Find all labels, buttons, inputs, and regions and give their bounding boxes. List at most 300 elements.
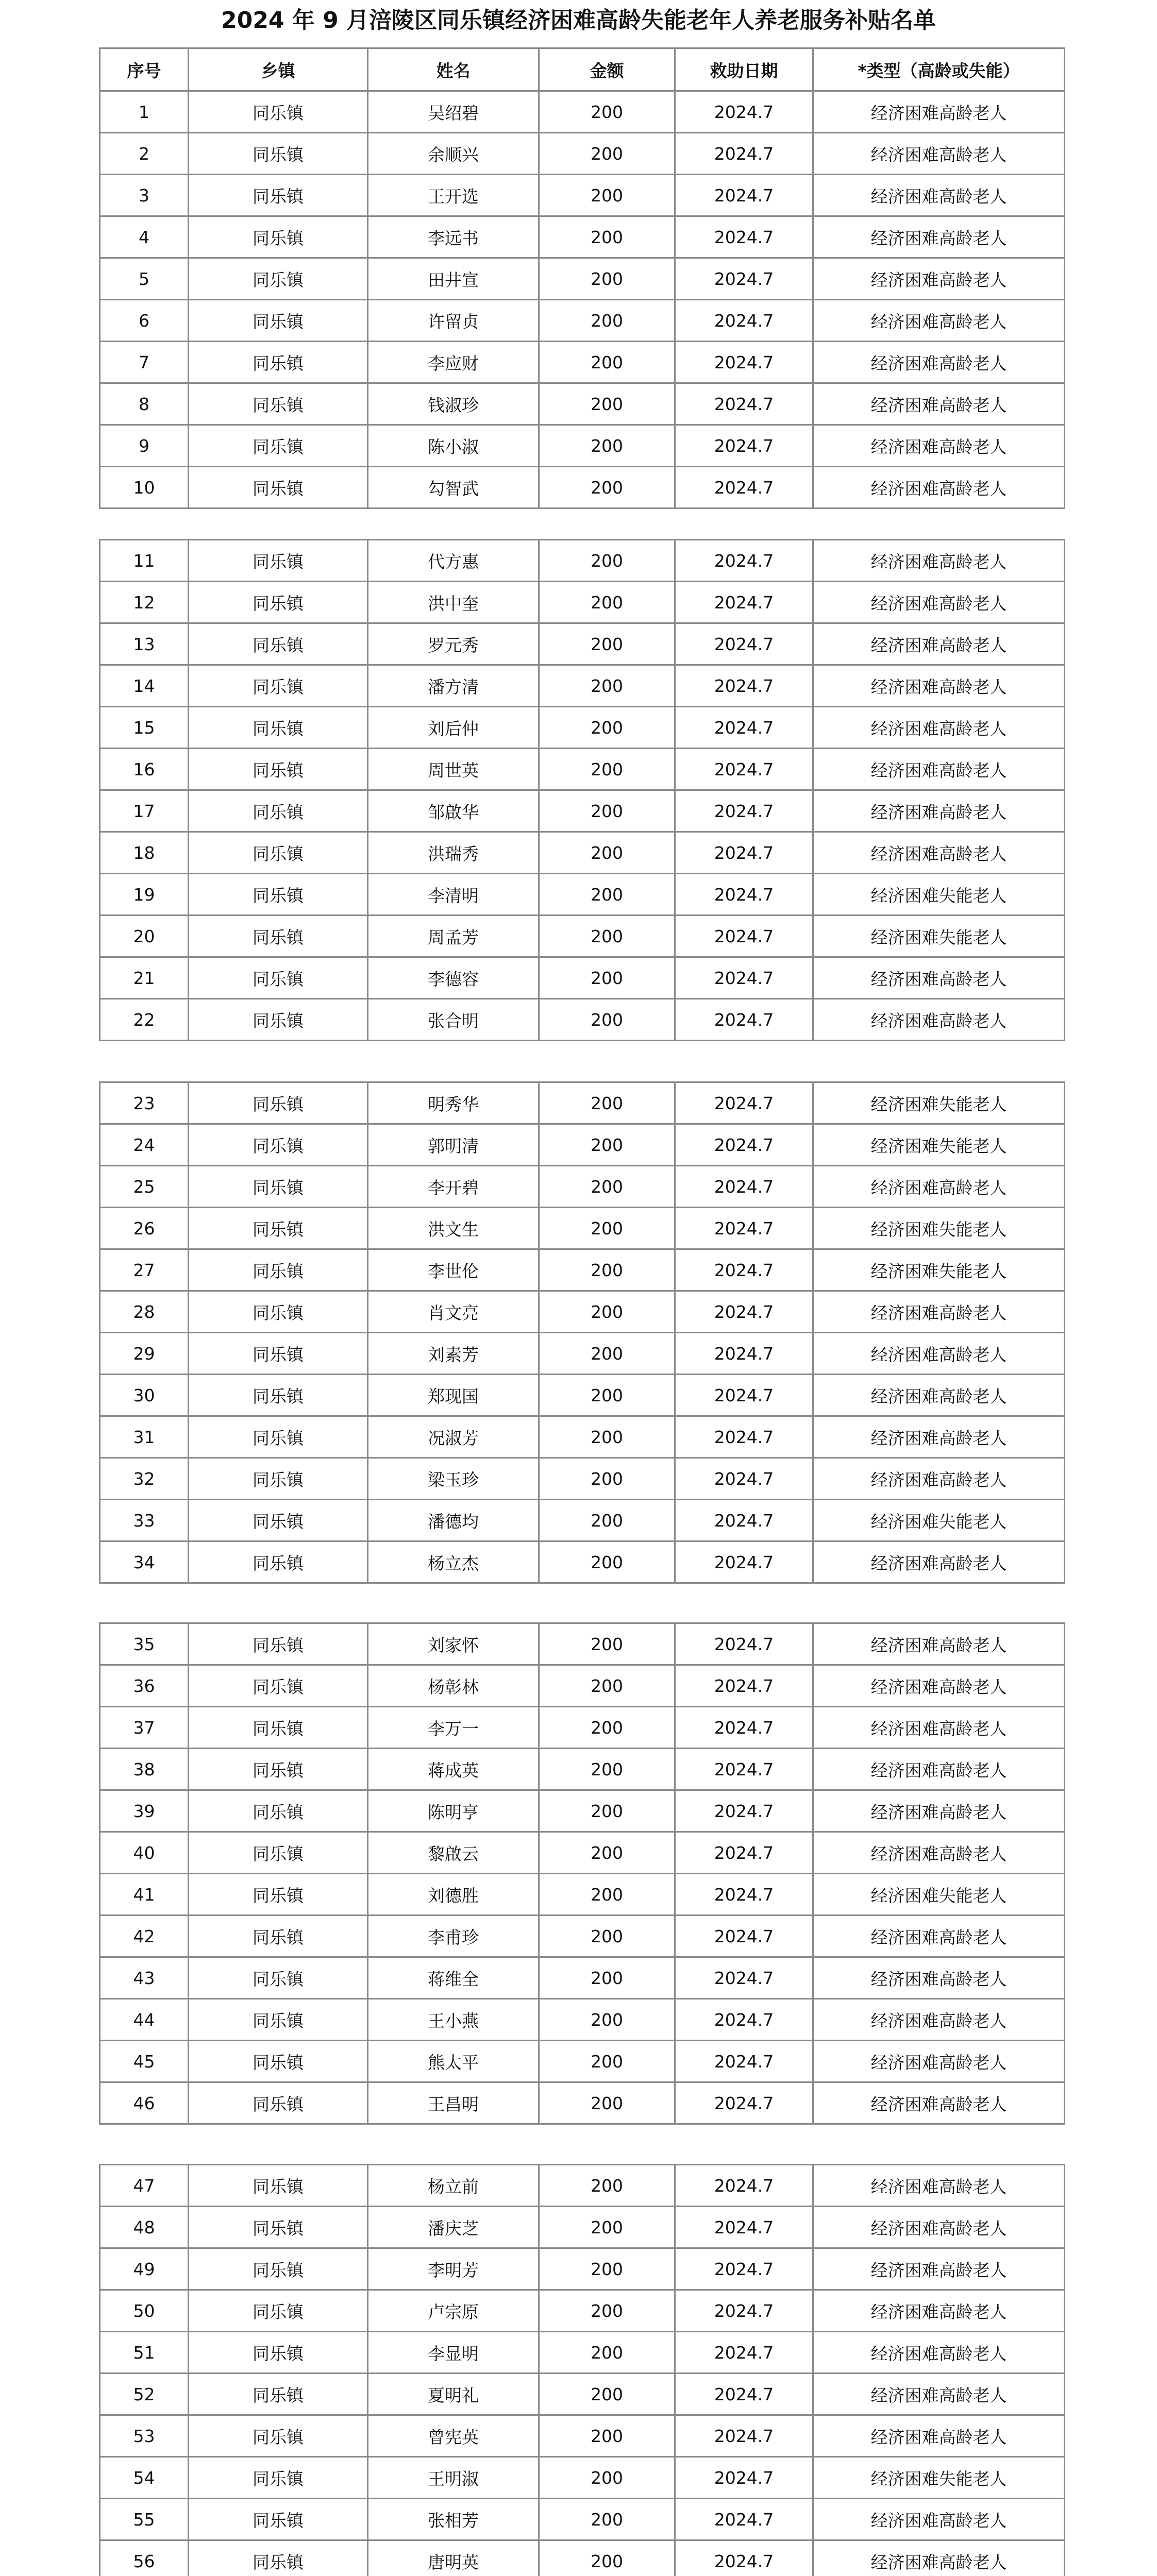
cell-amount: 200 xyxy=(539,1957,675,1999)
cell-index: 44 xyxy=(100,1999,189,2041)
table-row xyxy=(100,1291,1065,1333)
cell-type: 经济困难高龄老人 xyxy=(813,582,1065,623)
cell-amount: 200 xyxy=(539,1082,675,1124)
cell-name: 田井宣 xyxy=(368,258,539,300)
cell-name: 张合明 xyxy=(368,999,539,1041)
table-row xyxy=(100,957,1065,999)
cell-name: 洪文生 xyxy=(368,1208,539,1249)
cell-type: 经济困难高龄老人 xyxy=(813,790,1065,832)
cell-index: 16 xyxy=(100,749,189,790)
cell-name: 卢宗原 xyxy=(368,2290,539,2332)
table-row xyxy=(100,2248,1065,2290)
table-row xyxy=(100,665,1065,707)
cell-date: 2024.7 xyxy=(675,2165,813,2207)
table-row xyxy=(100,582,1065,623)
cell-date: 2024.7 xyxy=(675,2540,813,2576)
table-row xyxy=(100,1541,1065,1583)
table-row xyxy=(100,1707,1065,1749)
cell-name: 杨立前 xyxy=(368,2165,539,2207)
cell-amount: 200 xyxy=(539,2374,675,2415)
cell-type: 经济困难高龄老人 xyxy=(813,707,1065,749)
cell-index: 46 xyxy=(100,2082,189,2124)
table-row xyxy=(100,707,1065,749)
cell-name: 黎啟云 xyxy=(368,1832,539,1874)
cell-name: 蒋成英 xyxy=(368,1749,539,1790)
cell-amount: 200 xyxy=(539,957,675,999)
cell-name: 李德容 xyxy=(368,957,539,999)
table-row xyxy=(100,425,1065,467)
cell-amount: 200 xyxy=(539,2499,675,2540)
cell-township: 同乐镇 xyxy=(189,1249,368,1291)
cell-township: 同乐镇 xyxy=(189,1375,368,1416)
table-row xyxy=(100,1665,1065,1707)
cell-name: 蒋维全 xyxy=(368,1957,539,1999)
cell-type: 经济困难高龄老人 xyxy=(813,175,1065,216)
cell-name: 李明芳 xyxy=(368,2248,539,2290)
cell-date: 2024.7 xyxy=(675,2415,813,2457)
cell-index: 45 xyxy=(100,2041,189,2082)
cell-date: 2024.7 xyxy=(675,1623,813,1665)
cell-name: 肖文亮 xyxy=(368,1291,539,1333)
cell-amount: 200 xyxy=(539,790,675,832)
cell-index: 4 xyxy=(100,216,189,258)
cell-type: 经济困难高龄老人 xyxy=(813,623,1065,665)
cell-date: 2024.7 xyxy=(675,216,813,258)
cell-date: 2024.7 xyxy=(675,383,813,425)
cell-name: 邹啟华 xyxy=(368,790,539,832)
table-row xyxy=(100,300,1065,342)
cell-township: 同乐镇 xyxy=(189,623,368,665)
cell-amount: 200 xyxy=(539,175,675,216)
cell-amount: 200 xyxy=(539,1916,675,1957)
table-row xyxy=(100,2457,1065,2499)
cell-type: 经济困难高龄老人 xyxy=(813,2041,1065,2082)
table-row xyxy=(100,383,1065,425)
cell-name: 刘家怀 xyxy=(368,1623,539,1665)
table-row xyxy=(100,999,1065,1041)
cell-amount: 200 xyxy=(539,1874,675,1916)
cell-type: 经济困难高龄老人 xyxy=(813,1665,1065,1707)
cell-index: 51 xyxy=(100,2332,189,2374)
cell-index: 49 xyxy=(100,2248,189,2290)
cell-amount: 200 xyxy=(539,2457,675,2499)
cell-name: 吴绍碧 xyxy=(368,91,539,133)
cell-type: 经济困难高龄老人 xyxy=(813,2082,1065,2124)
cell-date: 2024.7 xyxy=(675,707,813,749)
cell-index: 11 xyxy=(100,540,189,582)
cell-index: 36 xyxy=(100,1665,189,1707)
table-row xyxy=(100,1957,1065,1999)
cell-name: 李远书 xyxy=(368,216,539,258)
cell-amount: 200 xyxy=(539,300,675,342)
cell-index: 40 xyxy=(100,1832,189,1874)
cell-amount: 200 xyxy=(539,1707,675,1749)
cell-date: 2024.7 xyxy=(675,2082,813,2124)
cell-amount: 200 xyxy=(539,1790,675,1832)
cell-date: 2024.7 xyxy=(675,1541,813,1583)
cell-index: 23 xyxy=(100,1082,189,1124)
cell-name: 张相芳 xyxy=(368,2499,539,2540)
cell-amount: 200 xyxy=(539,133,675,175)
cell-name: 刘德胜 xyxy=(368,1874,539,1916)
cell-name: 陈小淑 xyxy=(368,425,539,467)
cell-township: 同乐镇 xyxy=(189,2165,368,2207)
cell-index: 17 xyxy=(100,790,189,832)
cell-name: 周世英 xyxy=(368,749,539,790)
cell-amount: 200 xyxy=(539,999,675,1041)
cell-date: 2024.7 xyxy=(675,1707,813,1749)
cell-township: 同乐镇 xyxy=(189,1665,368,1707)
cell-date: 2024.7 xyxy=(675,1458,813,1500)
cell-amount: 200 xyxy=(539,1249,675,1291)
cell-township: 同乐镇 xyxy=(189,2457,368,2499)
cell-index: 37 xyxy=(100,1707,189,1749)
cell-township: 同乐镇 xyxy=(189,2207,368,2248)
cell-index: 20 xyxy=(100,916,189,957)
cell-township: 同乐镇 xyxy=(189,832,368,874)
cell-type: 经济困难高龄老人 xyxy=(813,2540,1065,2576)
cell-date: 2024.7 xyxy=(675,342,813,383)
cell-name: 李清明 xyxy=(368,874,539,916)
cell-index: 18 xyxy=(100,832,189,874)
cell-index: 8 xyxy=(100,383,189,425)
cell-township: 同乐镇 xyxy=(189,2540,368,2576)
cell-amount: 200 xyxy=(539,2540,675,2576)
cell-amount: 200 xyxy=(539,2041,675,2082)
cell-amount: 200 xyxy=(539,258,675,300)
cell-index: 30 xyxy=(100,1375,189,1416)
cell-township: 同乐镇 xyxy=(189,1208,368,1249)
cell-type: 经济困难高龄老人 xyxy=(813,258,1065,300)
table-row xyxy=(100,175,1065,216)
table-row xyxy=(100,1832,1065,1874)
table-row xyxy=(100,1375,1065,1416)
cell-index: 5 xyxy=(100,258,189,300)
cell-index: 34 xyxy=(100,1541,189,1583)
cell-name: 洪瑞秀 xyxy=(368,832,539,874)
cell-index: 35 xyxy=(100,1623,189,1665)
cell-amount: 200 xyxy=(539,623,675,665)
cell-date: 2024.7 xyxy=(675,665,813,707)
table-block xyxy=(99,1081,1065,1584)
cell-name: 夏明礼 xyxy=(368,2374,539,2415)
cell-index: 6 xyxy=(100,300,189,342)
page-title: 2024 年 9 月涪陵区同乐镇经济困难高龄失能老年人养老服务补贴名单 xyxy=(221,7,936,33)
cell-name: 李甫珍 xyxy=(368,1916,539,1957)
table-row xyxy=(100,133,1065,175)
cell-township: 同乐镇 xyxy=(189,1082,368,1124)
cell-name: 熊太平 xyxy=(368,2041,539,2082)
cell-amount: 200 xyxy=(539,916,675,957)
cell-name: 刘后仲 xyxy=(368,707,539,749)
table-row xyxy=(100,2082,1065,2124)
cell-amount: 200 xyxy=(539,582,675,623)
cell-date: 2024.7 xyxy=(675,2499,813,2540)
cell-index: 52 xyxy=(100,2374,189,2415)
cell-amount: 200 xyxy=(539,2207,675,2248)
table-row xyxy=(100,1916,1065,1957)
cell-amount: 200 xyxy=(539,1416,675,1458)
cell-township: 同乐镇 xyxy=(189,2082,368,2124)
cell-name: 唐明英 xyxy=(368,2540,539,2576)
cell-township: 同乐镇 xyxy=(189,1999,368,2041)
cell-type: 经济困难高龄老人 xyxy=(813,91,1065,133)
cell-type: 经济困难高龄老人 xyxy=(813,665,1065,707)
cell-index: 53 xyxy=(100,2415,189,2457)
cell-township: 同乐镇 xyxy=(189,1541,368,1583)
cell-type: 经济困难高龄老人 xyxy=(813,2248,1065,2290)
table-row xyxy=(100,832,1065,874)
table-row xyxy=(100,467,1065,509)
cell-date: 2024.7 xyxy=(675,1333,813,1375)
table-block xyxy=(99,2164,1065,2576)
cell-index: 3 xyxy=(100,175,189,216)
table-block xyxy=(99,1622,1065,2125)
cell-township: 同乐镇 xyxy=(189,425,368,467)
cell-date: 2024.7 xyxy=(675,999,813,1041)
cell-index: 21 xyxy=(100,957,189,999)
cell-date: 2024.7 xyxy=(675,91,813,133)
cell-township: 同乐镇 xyxy=(189,2415,368,2457)
cell-township: 同乐镇 xyxy=(189,1707,368,1749)
cell-name: 潘方清 xyxy=(368,665,539,707)
cell-amount: 200 xyxy=(539,874,675,916)
cell-date: 2024.7 xyxy=(675,133,813,175)
cell-date: 2024.7 xyxy=(675,1124,813,1166)
cell-type: 经济困难失能老人 xyxy=(813,874,1065,916)
table-row xyxy=(100,1416,1065,1458)
cell-name: 钱淑珍 xyxy=(368,383,539,425)
cell-date: 2024.7 xyxy=(675,1082,813,1124)
table-row xyxy=(100,749,1065,790)
cell-date: 2024.7 xyxy=(675,1999,813,2041)
cell-date: 2024.7 xyxy=(675,2374,813,2415)
cell-type: 经济困难高龄老人 xyxy=(813,2207,1065,2248)
cell-township: 同乐镇 xyxy=(189,916,368,957)
cell-amount: 200 xyxy=(539,2082,675,2124)
cell-type: 经济困难失能老人 xyxy=(813,916,1065,957)
cell-amount: 200 xyxy=(539,2332,675,2374)
table-row xyxy=(100,1999,1065,2041)
table-row xyxy=(100,1500,1065,1541)
cell-date: 2024.7 xyxy=(675,1416,813,1458)
cell-type: 经济困难高龄老人 xyxy=(813,300,1065,342)
header-type: *类型（高龄或失能） xyxy=(813,48,1065,91)
cell-type: 经济困难高龄老人 xyxy=(813,133,1065,175)
cell-date: 2024.7 xyxy=(675,790,813,832)
cell-date: 2024.7 xyxy=(675,832,813,874)
cell-township: 同乐镇 xyxy=(189,342,368,383)
cell-index: 7 xyxy=(100,342,189,383)
cell-amount: 200 xyxy=(539,425,675,467)
cell-date: 2024.7 xyxy=(675,749,813,790)
cell-index: 9 xyxy=(100,425,189,467)
table-row xyxy=(100,2165,1065,2207)
cell-index: 13 xyxy=(100,623,189,665)
table-row xyxy=(100,1124,1065,1166)
cell-date: 2024.7 xyxy=(675,1832,813,1874)
cell-amount: 200 xyxy=(539,1333,675,1375)
cell-type: 经济困难高龄老人 xyxy=(813,2332,1065,2374)
cell-index: 55 xyxy=(100,2499,189,2540)
cell-township: 同乐镇 xyxy=(189,1749,368,1790)
cell-name: 李世伦 xyxy=(368,1249,539,1291)
header-date: 救助日期 xyxy=(675,48,813,91)
cell-type: 经济困难高龄老人 xyxy=(813,467,1065,509)
cell-date: 2024.7 xyxy=(675,1790,813,1832)
cell-amount: 200 xyxy=(539,1500,675,1541)
cell-index: 38 xyxy=(100,1749,189,1790)
table-row xyxy=(100,2332,1065,2374)
cell-township: 同乐镇 xyxy=(189,383,368,425)
cell-township: 同乐镇 xyxy=(189,1623,368,1665)
cell-date: 2024.7 xyxy=(675,1375,813,1416)
cell-date: 2024.7 xyxy=(675,1166,813,1208)
cell-index: 50 xyxy=(100,2290,189,2332)
cell-name: 李显明 xyxy=(368,2332,539,2374)
cell-name: 李应财 xyxy=(368,342,539,383)
cell-date: 2024.7 xyxy=(675,1916,813,1957)
cell-index: 1 xyxy=(100,91,189,133)
cell-name: 曾宪英 xyxy=(368,2415,539,2457)
cell-name: 明秀华 xyxy=(368,1082,539,1124)
cell-index: 31 xyxy=(100,1416,189,1458)
cell-type: 经济困难高龄老人 xyxy=(813,1999,1065,2041)
cell-date: 2024.7 xyxy=(675,2290,813,2332)
cell-date: 2024.7 xyxy=(675,957,813,999)
cell-type: 经济困难高龄老人 xyxy=(813,342,1065,383)
cell-township: 同乐镇 xyxy=(189,1916,368,1957)
cell-amount: 200 xyxy=(539,540,675,582)
cell-date: 2024.7 xyxy=(675,1249,813,1291)
cell-name: 王昌明 xyxy=(368,2082,539,2124)
cell-type: 经济困难高龄老人 xyxy=(813,1916,1065,1957)
cell-amount: 200 xyxy=(539,665,675,707)
table-row xyxy=(100,2207,1065,2248)
cell-amount: 200 xyxy=(539,707,675,749)
cell-amount: 200 xyxy=(539,2290,675,2332)
cell-amount: 200 xyxy=(539,1375,675,1416)
cell-amount: 200 xyxy=(539,1458,675,1500)
cell-date: 2024.7 xyxy=(675,916,813,957)
cell-amount: 200 xyxy=(539,2415,675,2457)
cell-township: 同乐镇 xyxy=(189,582,368,623)
cell-amount: 200 xyxy=(539,1291,675,1333)
cell-township: 同乐镇 xyxy=(189,1957,368,1999)
cell-index: 39 xyxy=(100,1790,189,1832)
cell-date: 2024.7 xyxy=(675,2332,813,2374)
cell-index: 47 xyxy=(100,2165,189,2207)
table-row xyxy=(100,540,1065,582)
cell-type: 经济困难高龄老人 xyxy=(813,749,1065,790)
table-row xyxy=(100,1458,1065,1500)
table-row xyxy=(100,1749,1065,1790)
cell-amount: 200 xyxy=(539,383,675,425)
table-row xyxy=(100,623,1065,665)
cell-type: 经济困难高龄老人 xyxy=(813,2165,1065,2207)
table-row xyxy=(100,1208,1065,1249)
table-block xyxy=(99,539,1065,1041)
cell-amount: 200 xyxy=(539,1749,675,1790)
cell-township: 同乐镇 xyxy=(189,874,368,916)
cell-township: 同乐镇 xyxy=(189,999,368,1041)
table-row xyxy=(100,1623,1065,1665)
cell-township: 同乐镇 xyxy=(189,1874,368,1916)
cell-name: 潘庆芝 xyxy=(368,2207,539,2248)
cell-date: 2024.7 xyxy=(675,1874,813,1916)
cell-index: 56 xyxy=(100,2540,189,2576)
cell-index: 22 xyxy=(100,999,189,1041)
cell-amount: 200 xyxy=(539,91,675,133)
cell-amount: 200 xyxy=(539,1541,675,1583)
cell-date: 2024.7 xyxy=(675,425,813,467)
cell-type: 经济困难失能老人 xyxy=(813,1500,1065,1541)
table-row xyxy=(100,91,1065,133)
cell-township: 同乐镇 xyxy=(189,957,368,999)
cell-name: 郑现国 xyxy=(368,1375,539,1416)
cell-amount: 200 xyxy=(539,1166,675,1208)
header-name: 姓名 xyxy=(368,48,539,91)
cell-township: 同乐镇 xyxy=(189,2332,368,2374)
table-block xyxy=(99,47,1065,509)
cell-township: 同乐镇 xyxy=(189,1333,368,1375)
cell-name: 况淑芳 xyxy=(368,1416,539,1458)
cell-name: 王小燕 xyxy=(368,1999,539,2041)
cell-type: 经济困难高龄老人 xyxy=(813,2290,1065,2332)
cell-name: 洪中奎 xyxy=(368,582,539,623)
cell-index: 10 xyxy=(100,467,189,509)
table-row xyxy=(100,1790,1065,1832)
table-row xyxy=(100,258,1065,300)
cell-name: 周孟芳 xyxy=(368,916,539,957)
table-row xyxy=(100,2499,1065,2540)
cell-type: 经济困难高龄老人 xyxy=(813,1790,1065,1832)
cell-township: 同乐镇 xyxy=(189,2290,368,2332)
cell-type: 经济困难高龄老人 xyxy=(813,1832,1065,1874)
cell-township: 同乐镇 xyxy=(189,216,368,258)
cell-type: 经济困难失能老人 xyxy=(813,1249,1065,1291)
cell-name: 勾智武 xyxy=(368,467,539,509)
cell-type: 经济困难高龄老人 xyxy=(813,832,1065,874)
table-row xyxy=(100,874,1065,916)
header-amount: 金额 xyxy=(539,48,675,91)
cell-amount: 200 xyxy=(539,1208,675,1249)
table-row xyxy=(100,216,1065,258)
cell-type: 经济困难高龄老人 xyxy=(813,1623,1065,1665)
cell-amount: 200 xyxy=(539,216,675,258)
cell-date: 2024.7 xyxy=(675,874,813,916)
header-index: 序号 xyxy=(100,48,189,91)
cell-type: 经济困难高龄老人 xyxy=(813,1333,1065,1375)
cell-date: 2024.7 xyxy=(675,2041,813,2082)
cell-township: 同乐镇 xyxy=(189,2248,368,2290)
cell-type: 经济困难高龄老人 xyxy=(813,2499,1065,2540)
cell-date: 2024.7 xyxy=(675,582,813,623)
cell-date: 2024.7 xyxy=(675,1749,813,1790)
cell-township: 同乐镇 xyxy=(189,1458,368,1500)
cell-township: 同乐镇 xyxy=(189,540,368,582)
cell-date: 2024.7 xyxy=(675,2207,813,2248)
table-row xyxy=(100,790,1065,832)
cell-township: 同乐镇 xyxy=(189,1291,368,1333)
cell-index: 25 xyxy=(100,1166,189,1208)
table-row xyxy=(100,1166,1065,1208)
cell-index: 33 xyxy=(100,1500,189,1541)
cell-index: 42 xyxy=(100,1916,189,1957)
cell-name: 罗元秀 xyxy=(368,623,539,665)
cell-type: 经济困难高龄老人 xyxy=(813,1541,1065,1583)
cell-name: 梁玉珍 xyxy=(368,1458,539,1500)
